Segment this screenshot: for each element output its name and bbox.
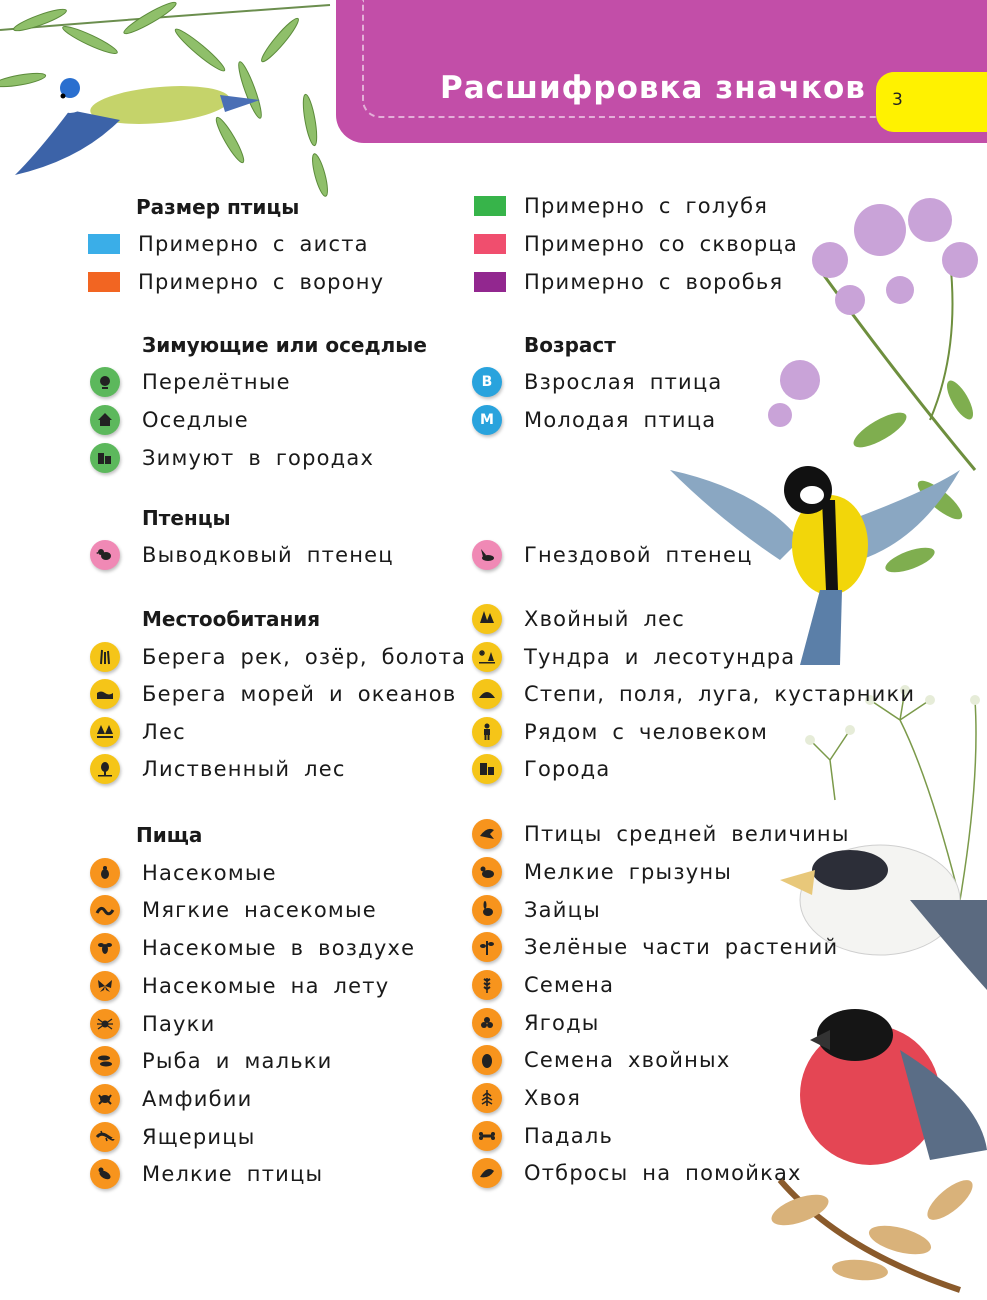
legend-item — [472, 640, 795, 674]
pinecone-icon — [472, 1045, 502, 1075]
legend-item — [474, 189, 768, 223]
butterfly-icon — [90, 971, 120, 1001]
flying-insect-icon — [90, 933, 120, 963]
legend-label: Примерно с аиста — [138, 232, 369, 256]
legend-label: Рыба и мальки — [142, 1049, 333, 1073]
legend-label: Семена хвойных — [524, 1048, 731, 1072]
legend-label: Зайцы — [524, 898, 601, 922]
legend-item — [472, 538, 753, 572]
legend-label: Хвоя — [524, 1086, 582, 1110]
bullfinch-illustration — [768, 1009, 987, 1290]
legend-item — [472, 403, 716, 437]
tundra-icon — [472, 642, 502, 672]
hare-icon — [472, 895, 502, 925]
page-title: Расшифровка значков — [440, 70, 866, 106]
sprout-icon — [472, 932, 502, 962]
frog-icon — [90, 1084, 120, 1114]
adult-letter-icon — [472, 367, 502, 397]
grosbeak-illustration — [780, 845, 987, 990]
forest-icon — [90, 717, 120, 747]
small-bird-icon — [90, 1159, 120, 1189]
legend-item — [90, 365, 291, 399]
legend-item — [90, 1120, 256, 1154]
legend-item — [472, 677, 915, 711]
bone-icon — [472, 1121, 502, 1151]
legend-label: Мягкие насекомые — [142, 898, 377, 922]
reeds-icon — [90, 642, 120, 672]
size-heading: Размер птицы — [136, 195, 300, 219]
legend-label: Ящерицы — [142, 1125, 256, 1149]
legend-label: Падаль — [524, 1124, 614, 1148]
legend-label: Примерно со скворца — [524, 232, 798, 256]
legend-item — [472, 855, 732, 889]
legend-label: Зелёные части растений — [524, 935, 839, 959]
age-heading: Возраст — [524, 333, 616, 357]
legend-item — [90, 752, 346, 786]
legend-label: Примерно с ворону — [138, 270, 385, 294]
fish-icon — [90, 1046, 120, 1076]
legend-item — [88, 227, 369, 261]
legend-label: Насекомые в воздухе — [142, 936, 416, 960]
mouse-icon — [472, 857, 502, 887]
lizard-icon — [90, 1122, 120, 1152]
house-icon — [90, 405, 120, 435]
legend-label: Мелкие грызуны — [524, 860, 733, 884]
legend-item — [472, 968, 614, 1002]
legend-item — [472, 893, 601, 927]
young-letter-icon — [472, 405, 502, 435]
legend-item — [90, 441, 374, 475]
beetle-icon — [90, 858, 120, 888]
altricial-chick-icon — [472, 540, 502, 570]
wheat-icon — [472, 970, 502, 1000]
legend-item — [472, 1081, 581, 1115]
legend-label: Города — [524, 757, 611, 781]
size-swatch — [88, 234, 120, 254]
legend-item — [472, 752, 610, 786]
legend-item — [472, 1006, 600, 1040]
legend-item — [90, 1082, 252, 1116]
size-swatch — [88, 272, 120, 292]
legend-label: Примерно с воробья — [524, 270, 784, 294]
legend-label: Пауки — [142, 1012, 216, 1036]
legend-label: Выводковый птенец — [142, 543, 394, 567]
legend-item — [90, 1007, 215, 1041]
legend-label: Перелётные — [142, 370, 291, 394]
steppe-icon — [472, 679, 502, 709]
legend-item — [472, 365, 722, 399]
legend-item — [472, 715, 768, 749]
legend-label: Взрослая птица — [524, 370, 723, 394]
buildings-icon — [472, 754, 502, 784]
size-swatch — [474, 234, 506, 254]
legend-label: Ягоды — [524, 1011, 600, 1035]
precocial-chick-icon — [90, 540, 120, 570]
size-swatch — [474, 196, 506, 216]
legend-item — [472, 602, 685, 636]
legend-label: Берега морей и океанов — [142, 682, 457, 706]
city-icon — [90, 443, 120, 473]
legend-item — [474, 227, 798, 261]
legend-item — [90, 403, 249, 437]
size-swatch — [474, 272, 506, 292]
legend-label: Насекомые на лету — [142, 974, 390, 998]
legend-item — [90, 1157, 323, 1191]
legend-label: Амфибии — [142, 1087, 253, 1111]
legend-label: Молодая птица — [524, 408, 717, 432]
legend-label: Лиственный лес — [142, 757, 346, 781]
legend-label: Насекомые — [142, 861, 277, 885]
globe-icon — [90, 367, 120, 397]
food-heading: Пища — [136, 823, 203, 847]
conifer-forest-icon — [472, 604, 502, 634]
legend-item — [90, 893, 377, 927]
legend-label: Примерно с голубя — [524, 194, 769, 218]
legend-item — [90, 538, 394, 572]
legend-label: Зимуют в городах — [142, 446, 375, 470]
scraps-icon — [472, 1158, 502, 1188]
legend-label: Отбросы на помойках — [524, 1161, 802, 1185]
waves-icon — [90, 679, 120, 709]
legend-item — [472, 1043, 730, 1077]
legend-item — [472, 1156, 802, 1190]
legend-label: Птицы средней величины — [524, 822, 850, 846]
legend-label: Гнездовой птенец — [524, 543, 753, 567]
icon-letter: М — [480, 412, 494, 428]
legend-item — [90, 715, 186, 749]
legend-item — [90, 677, 456, 711]
legend-item — [90, 640, 466, 674]
fir-branch-icon — [472, 1083, 502, 1113]
legend-item — [90, 856, 277, 890]
legend-label: Лес — [142, 720, 186, 744]
legend-item — [88, 265, 384, 299]
legend-item — [472, 817, 850, 851]
icon-letter: В — [481, 374, 493, 390]
person-icon — [472, 717, 502, 747]
legend-label: Рядом с человеком — [524, 720, 769, 744]
medium-bird-icon — [472, 819, 502, 849]
chicks-heading: Птенцы — [142, 506, 231, 530]
legend-item — [472, 1119, 613, 1153]
page-number: 3 — [892, 90, 903, 110]
legend-item — [90, 1044, 333, 1078]
legend-label: Мелкие птицы — [142, 1162, 324, 1186]
legend-item — [90, 931, 415, 965]
deciduous-tree-icon — [90, 754, 120, 784]
legend-item — [474, 265, 783, 299]
wintering-heading: Зимующие или оседлые — [142, 333, 427, 357]
legend-item — [472, 930, 838, 964]
legend-label: Тундра и лесотундра — [524, 645, 796, 669]
legend-item — [90, 969, 389, 1003]
habitat-heading: Местообитания — [142, 607, 321, 631]
legend-label: Хвойный лес — [524, 607, 685, 631]
legend-label: Оседлые — [142, 408, 249, 432]
legend-label: Берега рек, озёр, болота — [142, 645, 467, 669]
spider-icon — [90, 1009, 120, 1039]
legend-label: Степи, поля, луга, кустарники — [524, 682, 916, 706]
legend-label: Семена — [524, 973, 615, 997]
berries-icon — [472, 1008, 502, 1038]
caterpillar-icon — [90, 895, 120, 925]
